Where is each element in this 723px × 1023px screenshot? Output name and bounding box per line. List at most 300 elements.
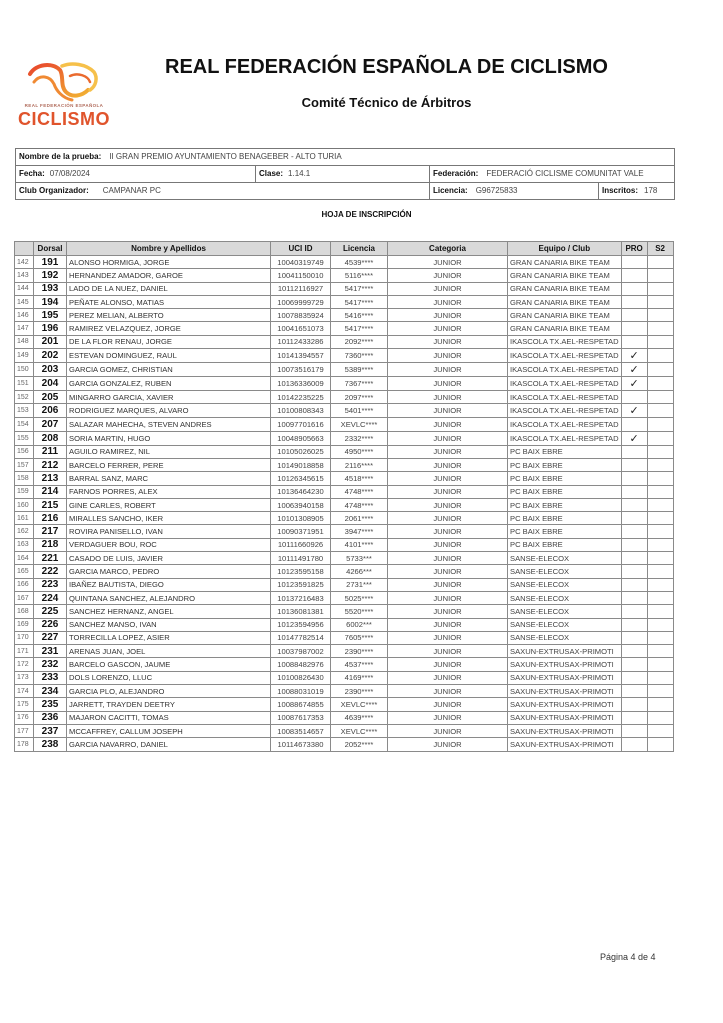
team-name: SAXUN-EXTRUSAX-PRIMOTI [508, 738, 622, 751]
category: JUNIOR [388, 485, 508, 498]
dorsal-number: 195 [34, 309, 67, 322]
page-title: REAL FEDERACIÓN ESPAÑOLA DE CICLISMO [165, 56, 608, 78]
license-number: 2092**** [331, 335, 388, 348]
pro-check-icon [621, 418, 647, 431]
table-row [15, 724, 674, 737]
s2-mark [647, 445, 673, 458]
table-row [15, 485, 674, 498]
license-number: 4748**** [331, 485, 388, 498]
dorsal-number: 196 [34, 322, 67, 335]
team-name: GRAN CANARIA BIKE TEAM [508, 256, 622, 269]
pro-check-icon [621, 711, 647, 724]
col-header-categoria: Categoria [388, 242, 508, 256]
dorsal-number: 218 [34, 538, 67, 551]
s2-mark [647, 512, 673, 525]
category: JUNIOR [388, 377, 508, 391]
table-row [15, 631, 674, 644]
rider-name: MCCAFFREY, CALLUM JOSEPH [67, 724, 271, 737]
category: JUNIOR [388, 538, 508, 551]
rider-name: GINE CARLES, ROBERT [67, 498, 271, 511]
dorsal-number: 207 [34, 418, 67, 431]
clase-cell [255, 166, 429, 182]
s2-mark [647, 349, 673, 363]
table-row [15, 458, 674, 471]
dorsal-number: 238 [34, 738, 67, 751]
rider-name: FARNOS PORRES, ALEX [67, 485, 271, 498]
logo-ciclismo-text: CICLISMO [18, 109, 110, 129]
team-name: PC BAIX EBRE [508, 458, 622, 471]
row-index: 151 [15, 377, 34, 391]
license-number: 2390**** [331, 685, 388, 698]
pro-check-icon: ✓ [621, 349, 647, 363]
rider-name: ESTEVAN DOMINGUEZ, RAUL [67, 349, 271, 363]
license-number: 5025**** [331, 591, 388, 604]
s2-mark [647, 538, 673, 551]
table-row [15, 295, 674, 308]
pro-check-icon [621, 618, 647, 631]
category: JUNIOR [388, 565, 508, 578]
rider-name: TORRECILLA LOPEZ, ASIER [67, 631, 271, 644]
license-number: 4266*** [331, 565, 388, 578]
uci-id: 10088674855 [271, 698, 331, 711]
category: JUNIOR [388, 724, 508, 737]
dorsal-number: 222 [34, 565, 67, 578]
inscritos-cell [598, 183, 674, 199]
team-name: SAXUN-EXTRUSAX-PRIMOTI [508, 645, 622, 658]
uci-id: 10069999729 [271, 295, 331, 308]
row-index: 157 [15, 458, 34, 471]
uci-id: 10090371951 [271, 525, 331, 538]
rider-name: RAMIREZ VELAZQUEZ, JORGE [67, 322, 271, 335]
row-index: 178 [15, 738, 34, 751]
row-index: 166 [15, 578, 34, 591]
pro-check-icon [621, 485, 647, 498]
pro-check-icon [621, 335, 647, 348]
license-number: 5401**** [331, 404, 388, 418]
table-row [15, 645, 674, 658]
rider-name: GARCIA GOMEZ, CHRISTIAN [67, 363, 271, 377]
dorsal-number: 211 [34, 445, 67, 458]
pro-check-icon [621, 645, 647, 658]
dorsal-number: 216 [34, 512, 67, 525]
row-index: 170 [15, 631, 34, 644]
table-row [15, 309, 674, 322]
row-index: 167 [15, 591, 34, 604]
uci-id: 10112116927 [271, 282, 331, 295]
license-number: 7367**** [331, 377, 388, 391]
pro-check-icon: ✓ [621, 377, 647, 391]
team-name: GRAN CANARIA BIKE TEAM [508, 322, 622, 335]
pro-check-icon [621, 269, 647, 282]
s2-mark [647, 724, 673, 737]
category: JUNIOR [388, 295, 508, 308]
rider-name: AGUILO RAMIREZ, NIL [67, 445, 271, 458]
table-row [15, 605, 674, 618]
category: JUNIOR [388, 618, 508, 631]
pro-check-icon [621, 605, 647, 618]
row-index: 173 [15, 671, 34, 684]
team-name: IKASCOLA TX.AEL-RESPETAD [508, 404, 622, 418]
team-name: PC BAIX EBRE [508, 538, 622, 551]
s2-mark [647, 335, 673, 348]
pro-check-icon [621, 578, 647, 591]
row-index: 158 [15, 472, 34, 485]
row-index: 163 [15, 538, 34, 551]
s2-mark [647, 498, 673, 511]
s2-mark [647, 485, 673, 498]
table-row [15, 658, 674, 671]
team-name: SANSE-ELECOX [508, 591, 622, 604]
license-number: XEVLC**** [331, 724, 388, 737]
rider-name: LADO DE LA NUEZ, DANIEL [67, 282, 271, 295]
race-info-box [15, 148, 675, 200]
table-header-row [15, 242, 674, 256]
license-number: 2052**** [331, 738, 388, 751]
row-index: 159 [15, 485, 34, 498]
row-index: 142 [15, 256, 34, 269]
license-number: 4537**** [331, 658, 388, 671]
category: JUNIOR [388, 578, 508, 591]
row-index: 143 [15, 269, 34, 282]
table-row [15, 349, 674, 363]
dorsal-number: 233 [34, 671, 67, 684]
pro-check-icon [621, 295, 647, 308]
pro-check-icon [621, 322, 647, 335]
uci-id: 10123591825 [271, 578, 331, 591]
rider-name: JARRETT, TRAYDEN DEETRY [67, 698, 271, 711]
uci-id: 10123595158 [271, 565, 331, 578]
pro-check-icon: ✓ [621, 431, 647, 445]
rider-name: BARRAL SANZ, MARC [67, 472, 271, 485]
team-name: IKASCOLA TX.AEL-RESPETAD [508, 349, 622, 363]
category: JUNIOR [388, 349, 508, 363]
pro-check-icon [621, 685, 647, 698]
team-name: IKASCOLA TX.AEL-RESPETAD [508, 431, 622, 445]
table-row [15, 512, 674, 525]
team-name: GRAN CANARIA BIKE TEAM [508, 295, 622, 308]
category: JUNIOR [388, 269, 508, 282]
category: JUNIOR [388, 391, 508, 404]
row-index: 144 [15, 282, 34, 295]
license-number: 4169**** [331, 671, 388, 684]
dorsal-number: 203 [34, 363, 67, 377]
pro-check-icon [621, 472, 647, 485]
uci-id: 10063940158 [271, 498, 331, 511]
uci-id: 10141394557 [271, 349, 331, 363]
team-name: GRAN CANARIA BIKE TEAM [508, 309, 622, 322]
uci-id: 10114673380 [271, 738, 331, 751]
uci-id: 10040319749 [271, 256, 331, 269]
team-name: SANSE-ELECOX [508, 565, 622, 578]
team-name: SANSE-ELECOX [508, 631, 622, 644]
rider-name: VERDAGUER BOU, ROC [67, 538, 271, 551]
rider-name: PEÑATE ALONSO, MATIAS [67, 295, 271, 308]
license-number: 4101**** [331, 538, 388, 551]
team-name: PC BAIX EBRE [508, 512, 622, 525]
rider-name: MIRALLES SANCHO, IKER [67, 512, 271, 525]
team-name: SANSE-ELECOX [508, 605, 622, 618]
table-row [15, 391, 674, 404]
rider-name: PEREZ MELIAN, ALBERTO [67, 309, 271, 322]
category: JUNIOR [388, 472, 508, 485]
dorsal-number: 236 [34, 711, 67, 724]
rider-name: GARCIA NAVARRO, DANIEL [67, 738, 271, 751]
sheet-title: HOJA DE INSCRIPCIÓN [321, 210, 412, 219]
category: JUNIOR [388, 512, 508, 525]
row-index: 149 [15, 349, 34, 363]
team-name: SANSE-ELECOX [508, 618, 622, 631]
inscritos-value: 178 [644, 186, 658, 195]
uci-id: 10126345615 [271, 472, 331, 485]
uci-id: 10136464230 [271, 485, 331, 498]
rider-name: RODRIGUEZ MARQUES, ALVARO [67, 404, 271, 418]
row-index: 164 [15, 552, 34, 565]
row-index: 169 [15, 618, 34, 631]
row-index: 155 [15, 431, 34, 445]
category: JUNIOR [388, 498, 508, 511]
dorsal-number: 213 [34, 472, 67, 485]
col-header-dorsal: Dorsal [34, 242, 67, 256]
dorsal-number: 226 [34, 618, 67, 631]
s2-mark [647, 578, 673, 591]
category: JUNIOR [388, 552, 508, 565]
logo-federation-text: REAL FEDERACIÓN ESPAÑOLA [24, 103, 104, 108]
table-row [15, 565, 674, 578]
col-header-uci-id: UCI ID [271, 242, 331, 256]
s2-mark [647, 698, 673, 711]
info-row-prueba [16, 149, 674, 165]
row-index: 160 [15, 498, 34, 511]
license-number: 5116**** [331, 269, 388, 282]
pro-check-icon [621, 512, 647, 525]
s2-mark [647, 269, 673, 282]
team-name: SANSE-ELECOX [508, 552, 622, 565]
category: JUNIOR [388, 738, 508, 751]
dorsal-number: 202 [34, 349, 67, 363]
row-index: 175 [15, 698, 34, 711]
license-number: 2731*** [331, 578, 388, 591]
federacion-cell [429, 166, 674, 182]
uci-id: 10088482976 [271, 658, 331, 671]
pro-check-icon [621, 445, 647, 458]
s2-mark [647, 391, 673, 404]
dorsal-number: 231 [34, 645, 67, 658]
team-name: IKASCOLA TX.AEL-RESPETAD [508, 418, 622, 431]
rider-name: SANCHEZ MANSO, IVAN [67, 618, 271, 631]
clase-label: Clase: [259, 169, 284, 178]
uci-id: 10111491780 [271, 552, 331, 565]
uci-id: 10041651073 [271, 322, 331, 335]
row-index: 168 [15, 605, 34, 618]
pro-check-icon [621, 525, 647, 538]
col-header-equipo: Equipo / Club [508, 242, 622, 256]
uci-id: 10097701616 [271, 418, 331, 431]
rider-name: DE LA FLOR RENAU, JORGE [67, 335, 271, 348]
row-index: 172 [15, 658, 34, 671]
table-row [15, 698, 674, 711]
dorsal-number: 235 [34, 698, 67, 711]
pro-check-icon [621, 538, 647, 551]
s2-mark [647, 363, 673, 377]
team-name: PC BAIX EBRE [508, 525, 622, 538]
info-row-fecha [16, 165, 674, 182]
license-number: 4639**** [331, 711, 388, 724]
rider-name: CASADO DE LUIS, JAVIER [67, 552, 271, 565]
s2-mark [647, 738, 673, 751]
row-index: 145 [15, 295, 34, 308]
category: JUNIOR [388, 445, 508, 458]
s2-mark [647, 552, 673, 565]
col-header-pro: PRO [621, 242, 647, 256]
rider-name: DOLS LORENZO, LLUC [67, 671, 271, 684]
licencia-label: Licencia: [433, 186, 468, 195]
row-index: 154 [15, 418, 34, 431]
rider-name: SALAZAR MAHECHA, STEVEN ANDRES [67, 418, 271, 431]
s2-mark [647, 431, 673, 445]
license-number: 5416**** [331, 309, 388, 322]
dorsal-number: 234 [34, 685, 67, 698]
col-header-index [15, 242, 34, 256]
license-number: 4539**** [331, 256, 388, 269]
dorsal-number: 206 [34, 404, 67, 418]
dorsal-number: 204 [34, 377, 67, 391]
s2-mark [647, 671, 673, 684]
license-number: 3947**** [331, 525, 388, 538]
license-number: 5417**** [331, 282, 388, 295]
rider-name: ARENAS JUAN, JOEL [67, 645, 271, 658]
category: JUNIOR [388, 256, 508, 269]
rider-name: GARCIA PLO, ALEJANDRO [67, 685, 271, 698]
dorsal-number: 208 [34, 431, 67, 445]
category: JUNIOR [388, 431, 508, 445]
club-value: CAMPANAR PC [102, 186, 161, 195]
category: JUNIOR [388, 404, 508, 418]
uci-id: 10136081381 [271, 605, 331, 618]
row-index: 147 [15, 322, 34, 335]
dorsal-number: 205 [34, 391, 67, 404]
row-index: 148 [15, 335, 34, 348]
prueba-value: II GRAN PREMIO AYUNTAMIENTO BENAGEBER - ALTO TURIA [109, 152, 342, 161]
col-header-s2: S2 [647, 242, 673, 256]
s2-mark [647, 711, 673, 724]
table-row [15, 445, 674, 458]
license-number: 4748**** [331, 498, 388, 511]
table-row [15, 363, 674, 377]
category: JUNIOR [388, 363, 508, 377]
col-header-licencia: Licencia [331, 242, 388, 256]
pro-check-icon: ✓ [621, 404, 647, 418]
s2-mark [647, 631, 673, 644]
pro-check-icon [621, 591, 647, 604]
s2-mark [647, 322, 673, 335]
team-name: GRAN CANARIA BIKE TEAM [508, 269, 622, 282]
team-name: SAXUN-EXTRUSAX-PRIMOTI [508, 711, 622, 724]
rider-name: MINGARRO GARCIA, XAVIER [67, 391, 271, 404]
table-row [15, 618, 674, 631]
page-subtitle: Comité Técnico de Árbitros [301, 95, 472, 110]
rider-name: ROVIRA PANISELLO, IVAN [67, 525, 271, 538]
dorsal-number: 225 [34, 605, 67, 618]
rider-name: SANCHEZ HERNANZ, ANGEL [67, 605, 271, 618]
uci-id: 10101308905 [271, 512, 331, 525]
s2-mark [647, 282, 673, 295]
pro-check-icon [621, 658, 647, 671]
team-name: PC BAIX EBRE [508, 472, 622, 485]
row-index: 176 [15, 711, 34, 724]
license-number: XEVLC**** [331, 418, 388, 431]
dorsal-number: 194 [34, 295, 67, 308]
dorsal-number: 192 [34, 269, 67, 282]
pro-check-icon [621, 631, 647, 644]
license-number: 5389**** [331, 363, 388, 377]
team-name: PC BAIX EBRE [508, 485, 622, 498]
clase-value: 1.14.1 [288, 169, 311, 178]
row-index: 161 [15, 512, 34, 525]
pro-check-icon [621, 282, 647, 295]
pro-check-icon: ✓ [621, 363, 647, 377]
license-number: 4950**** [331, 445, 388, 458]
uci-id: 10111660926 [271, 538, 331, 551]
category: JUNIOR [388, 658, 508, 671]
rider-name: GARCIA MARCO, PEDRO [67, 565, 271, 578]
row-index: 146 [15, 309, 34, 322]
table-row [15, 525, 674, 538]
s2-mark [647, 605, 673, 618]
rider-name: SORIA MARTIN, HUGO [67, 431, 271, 445]
row-index: 171 [15, 645, 34, 658]
license-number: 5417**** [331, 322, 388, 335]
category: JUNIOR [388, 458, 508, 471]
licencia-cell [429, 183, 598, 199]
category: JUNIOR [388, 309, 508, 322]
dorsal-number: 191 [34, 256, 67, 269]
uci-id: 10137216483 [271, 591, 331, 604]
uci-id: 10123594956 [271, 618, 331, 631]
s2-mark [647, 418, 673, 431]
table-row [15, 269, 674, 282]
uci-id: 10088031019 [271, 685, 331, 698]
s2-mark [647, 645, 673, 658]
info-row-club [16, 182, 674, 199]
table-row [15, 335, 674, 348]
rider-name: IBAÑEZ BAUTISTA, DIEGO [67, 578, 271, 591]
s2-mark [647, 404, 673, 418]
licencia-value: G96725833 [475, 186, 518, 195]
license-number: 5733*** [331, 552, 388, 565]
dorsal-number: 224 [34, 591, 67, 604]
team-name: PC BAIX EBRE [508, 445, 622, 458]
table-row [15, 282, 674, 295]
table-row [15, 671, 674, 684]
team-name: PC BAIX EBRE [508, 498, 622, 511]
category: JUNIOR [388, 711, 508, 724]
row-index: 156 [15, 445, 34, 458]
dorsal-number: 237 [34, 724, 67, 737]
team-name: GRAN CANARIA BIKE TEAM [508, 282, 622, 295]
pro-check-icon [621, 565, 647, 578]
s2-mark [647, 525, 673, 538]
uci-id: 10149018858 [271, 458, 331, 471]
uci-id: 10083514657 [271, 724, 331, 737]
table-row [15, 498, 674, 511]
table-row [15, 472, 674, 485]
uci-id: 10041150010 [271, 269, 331, 282]
license-number: 7605**** [331, 631, 388, 644]
dorsal-number: 212 [34, 458, 67, 471]
row-index: 174 [15, 685, 34, 698]
fecha-label: Fecha: [19, 169, 45, 178]
category: JUNIOR [388, 525, 508, 538]
